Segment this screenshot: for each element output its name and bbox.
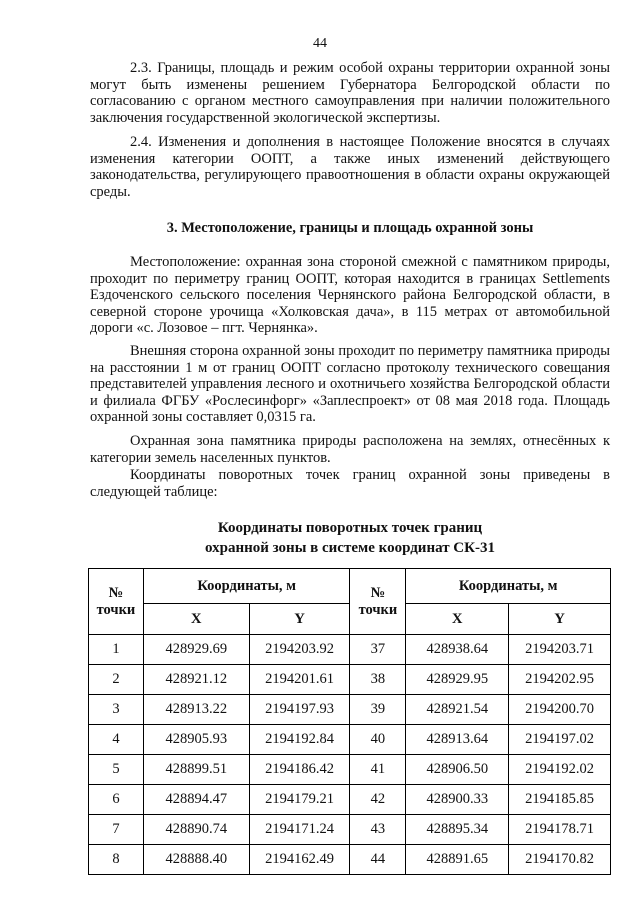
- point-number: 43: [350, 815, 406, 845]
- section-heading: 3. Местоположение, границы и площадь охранной зоны: [166, 220, 534, 236]
- coord-y: 2194197.93: [249, 695, 350, 725]
- point-number: 8: [89, 845, 144, 875]
- coord-y: 2194170.82: [509, 845, 611, 875]
- table-row: [89, 695, 611, 725]
- table-row: [89, 815, 611, 845]
- coord-x: 428921.54: [406, 695, 509, 725]
- point-number: 38: [350, 665, 406, 695]
- coord-y: 2194186.42: [249, 755, 350, 785]
- point-number: 37: [350, 635, 406, 665]
- paragraph-coords-intro: Координаты поворотных точек границ охранной зоны приведены в следующей таблице:: [90, 467, 610, 500]
- coord-y: 2194192.02: [509, 755, 611, 785]
- paragraph-2-4: 2.4. Изменения и дополнения в настоящее Положение вносятся в случаях изменения категории ООПТ, а также иных изменений действующего законодательства, регулирующего правоотношения в области охраны окружающей среды.: [90, 134, 610, 200]
- coord-y: 2194179.21: [249, 785, 350, 815]
- coord-x: 428905.93: [143, 725, 249, 755]
- point-number: 42: [350, 785, 406, 815]
- coord-x: 428900.33: [406, 785, 509, 815]
- coord-y: 2194202.95: [509, 665, 611, 695]
- coord-y: 2194197.02: [509, 725, 611, 755]
- paragraph-location: Местоположение: охранная зона стороной смежной с памятником природы, проходит по периметру границ ООПТ, которая находится в границах Settlements Ездоченского сельского поселения Чернянского района Белгородской области, в северной стороне урочища «Холковская дача», в 115 метрах от автомобильной дороги «с. Лозовое – пгт. Чернянка».: [90, 254, 610, 336]
- coord-y: 2194178.71: [509, 815, 611, 845]
- header-y: Y: [509, 604, 611, 635]
- point-number: 44: [350, 845, 406, 875]
- coord-x: 428913.64: [406, 725, 509, 755]
- paragraph-2-3: 2.3. Границы, площадь и режим особой охраны территории охранной зоны могут быть изменены решением Губернатора Белгородской области по согласованию с органом местного самоуправления при наличии положительного заключения государственной экологической экспертизы.: [90, 60, 610, 126]
- coord-x: 428913.22: [143, 695, 249, 725]
- coord-x: 428888.40: [143, 845, 249, 875]
- paragraph-outer-side: Внешняя сторона охранной зоны проходит по периметру памятника природы на расстоянии 1 м от границ ООПТ согласно протоколу технического совещания представителей управления лесного и охотничьего хозяйства Белгородской области и филиала ФГБУ «Рослесинфорг» «Заплеспроект» от 08 мая 2018 года. Площадь охранной зоны составляет 0,0315 га.: [90, 343, 610, 425]
- point-number: 1: [89, 635, 144, 665]
- page-number: 44: [313, 36, 327, 51]
- table-row: [89, 755, 611, 785]
- coord-x: 428906.50: [406, 755, 509, 785]
- table-title-line-2: охранной зоны в системе координат СК-31: [204, 540, 496, 556]
- point-number: 5: [89, 755, 144, 785]
- coord-y: 2194203.71: [509, 635, 611, 665]
- header-coordinates: Координаты, м: [143, 569, 350, 604]
- coord-y: 2194200.70: [509, 695, 611, 725]
- coord-y: 2194171.24: [249, 815, 350, 845]
- point-number: 7: [89, 815, 144, 845]
- table-row: [89, 845, 611, 875]
- coord-x: 428890.74: [143, 815, 249, 845]
- coord-y: 2194162.49: [249, 845, 350, 875]
- coord-x: 428899.51: [143, 755, 249, 785]
- table-title-line-1: Координаты поворотных точек границ: [217, 520, 483, 536]
- coord-x: 428894.47: [143, 785, 249, 815]
- coord-y: 2194203.92: [249, 635, 350, 665]
- point-number: 6: [89, 785, 144, 815]
- table-row: [89, 725, 611, 755]
- table-row: [89, 665, 611, 695]
- coord-y: 2194192.84: [249, 725, 350, 755]
- header-y: Y: [249, 604, 350, 635]
- coord-x: 428929.95: [406, 665, 509, 695]
- paragraph-lands: Охранная зона памятника природы расположена на землях, отнесённых к категории земель населенных пунктов.: [90, 433, 610, 466]
- header-point-number: № точки: [89, 569, 144, 635]
- coord-y: 2194201.61: [249, 665, 350, 695]
- header-coordinates: Координаты, м: [406, 569, 611, 604]
- coordinates-table: [88, 568, 611, 875]
- point-number: 3: [89, 695, 144, 725]
- coord-x: 428938.64: [406, 635, 509, 665]
- point-number: 39: [350, 695, 406, 725]
- table-row: [89, 635, 611, 665]
- table-title: [90, 518, 610, 558]
- coord-x: 428891.65: [406, 845, 509, 875]
- coord-x: 428921.12: [143, 665, 249, 695]
- point-number: 40: [350, 725, 406, 755]
- point-number: 2: [89, 665, 144, 695]
- point-number: 4: [89, 725, 144, 755]
- header-x: X: [143, 604, 249, 635]
- coord-y: 2194185.85: [509, 785, 611, 815]
- header-point-number: № точки: [350, 569, 406, 635]
- coord-x: 428929.69: [143, 635, 249, 665]
- table-row: [89, 785, 611, 815]
- header-x: X: [406, 604, 509, 635]
- coord-x: 428895.34: [406, 815, 509, 845]
- point-number: 41: [350, 755, 406, 785]
